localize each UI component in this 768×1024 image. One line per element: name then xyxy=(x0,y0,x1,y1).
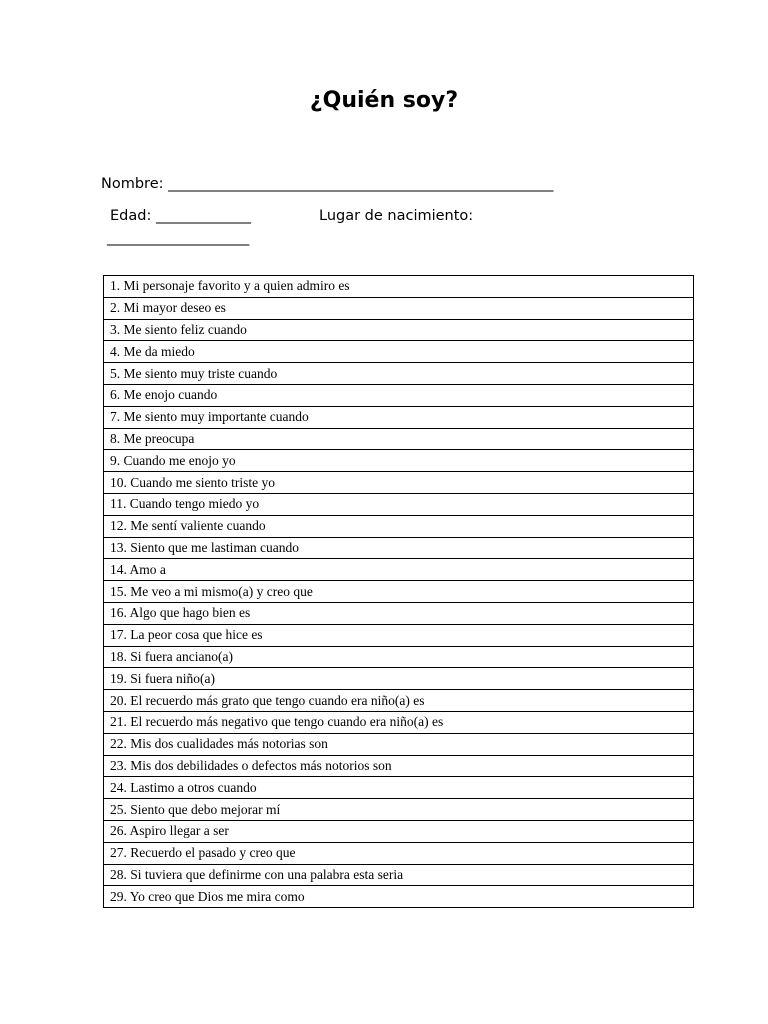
question-cell[interactable]: 20. El recuerdo más grato que tengo cuando era niño(a) es xyxy=(104,690,694,712)
question-row xyxy=(104,755,694,777)
question-cell[interactable]: 13. Siento que me lastiman cuando xyxy=(104,537,694,559)
name-field[interactable] xyxy=(101,174,553,194)
question-row xyxy=(104,450,694,472)
question-cell[interactable]: 9. Cuando me enojo yo xyxy=(104,450,694,472)
question-cell[interactable]: 26. Aspiro llegar a ser xyxy=(104,820,694,842)
question-row xyxy=(104,428,694,450)
question-row xyxy=(104,341,694,363)
name-blank-line[interactable]: _________________________________________________________ xyxy=(168,176,553,192)
question-cell[interactable]: 29. Yo creo que Dios me mira como xyxy=(104,886,694,908)
question-row xyxy=(104,559,694,581)
question-cell[interactable]: 25. Siento que debo mejorar mí xyxy=(104,799,694,821)
questions-table-body xyxy=(104,276,694,908)
question-row xyxy=(104,493,694,515)
question-row xyxy=(104,537,694,559)
question-row xyxy=(104,690,694,712)
question-cell[interactable]: 1. Mi personaje favorito y a quien admiro es xyxy=(104,276,694,298)
question-row xyxy=(104,515,694,537)
question-cell[interactable]: 22. Mis dos cualidades más notorias son xyxy=(104,733,694,755)
question-cell[interactable]: 17. La peor cosa que hice es xyxy=(104,624,694,646)
question-cell[interactable]: 14. Amo a xyxy=(104,559,694,581)
birthplace-field xyxy=(319,206,473,226)
question-cell[interactable]: 27. Recuerdo el pasado y creo que xyxy=(104,842,694,864)
question-row xyxy=(104,646,694,668)
question-row xyxy=(104,820,694,842)
questions-table xyxy=(103,275,694,908)
question-row xyxy=(104,668,694,690)
question-cell[interactable]: 23. Mis dos debilidades o defectos más notorios son xyxy=(104,755,694,777)
birthplace-blank-line[interactable]: _____________________ xyxy=(107,230,249,246)
question-row xyxy=(104,886,694,908)
question-row xyxy=(104,406,694,428)
question-row xyxy=(104,842,694,864)
question-cell[interactable]: 18. Si fuera anciano(a) xyxy=(104,646,694,668)
question-row xyxy=(104,363,694,385)
question-cell[interactable]: 19. Si fuera niño(a) xyxy=(104,668,694,690)
question-cell[interactable]: 3. Me siento feliz cuando xyxy=(104,319,694,341)
question-cell[interactable]: 4. Me da miedo xyxy=(104,341,694,363)
question-cell[interactable]: 6. Me enojo cuando xyxy=(104,384,694,406)
question-row xyxy=(104,624,694,646)
question-cell[interactable]: 2. Mi mayor deseo es xyxy=(104,297,694,319)
question-row xyxy=(104,472,694,494)
question-row xyxy=(104,276,694,298)
question-cell[interactable]: 16. Algo que hago bien es xyxy=(104,602,694,624)
question-row xyxy=(104,602,694,624)
age-label: Edad: xyxy=(110,208,152,224)
question-row xyxy=(104,864,694,886)
question-row xyxy=(104,799,694,821)
question-row xyxy=(104,581,694,603)
question-row xyxy=(104,733,694,755)
name-label: Nombre: xyxy=(101,176,164,192)
birthplace-blank-line-row[interactable] xyxy=(107,228,249,248)
birthplace-label: Lugar de nacimiento: xyxy=(319,208,474,224)
question-cell[interactable]: 15. Me veo a mi mismo(a) y creo que xyxy=(104,581,694,603)
question-cell[interactable]: 11. Cuando tengo miedo yo xyxy=(104,493,694,515)
age-field[interactable] xyxy=(110,206,250,226)
question-cell[interactable]: 21. El recuerdo más negativo que tengo cuando era niño(a) es xyxy=(104,711,694,733)
question-row xyxy=(104,384,694,406)
question-cell[interactable]: 28. Si tuviera que definirme con una palabra esta seria xyxy=(104,864,694,886)
question-cell[interactable]: 8. Me preocupa xyxy=(104,428,694,450)
question-row xyxy=(104,297,694,319)
question-cell[interactable]: 12. Me sentí valiente cuando xyxy=(104,515,694,537)
question-row xyxy=(104,711,694,733)
question-row xyxy=(104,777,694,799)
question-cell[interactable]: 7. Me siento muy importante cuando xyxy=(104,406,694,428)
page-title: ¿Quién soy? xyxy=(309,88,459,113)
question-row xyxy=(104,319,694,341)
question-cell[interactable]: 24. Lastimo a otros cuando xyxy=(104,777,694,799)
question-cell[interactable]: 5. Me siento muy triste cuando xyxy=(104,363,694,385)
age-blank-line[interactable]: ______________ xyxy=(155,208,251,224)
question-cell[interactable]: 10. Cuando me siento triste yo xyxy=(104,472,694,494)
